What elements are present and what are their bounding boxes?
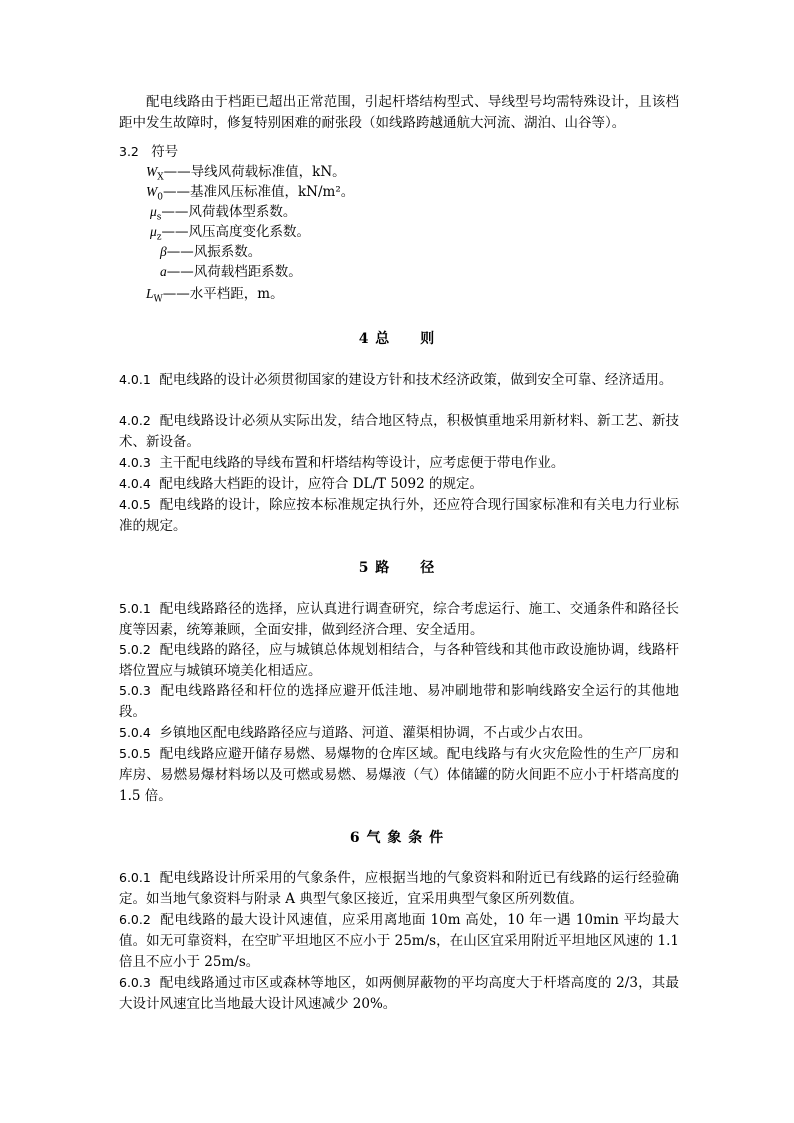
section-4-heading: 4 总 则 [358,331,436,347]
symbol-definition: ——风压高度变化系数。 [161,224,311,240]
clause-4-0-1 [119,369,679,391]
clause-text: 配电线路大档距的设计，应符合 DL/T 5092 的规定。 [159,476,483,492]
clause-text: 配电线路设计所采用的气象条件，应根据当地的气象资料和附近已有线路的运行经验确定。如当地气象资料与附录 A 典型气象区接近，宜采用典型气象区所列数值。 [119,870,679,907]
section-5-heading: 5 路 径 [358,560,436,576]
clause-number: 6.0.2 [119,912,151,927]
clause-number: 5.0.4 [119,725,151,740]
clause-text: 配电线路的最大设计风速值，应采用离地面 10m 高处，10 年一遇 10min 平均最大值。如无可靠资料，在空旷平坦地区不应小于 25m/s，在山区宜采用附近平坦地区风速的 1.1 倍且不应小于 25m/s。 [119,912,679,970]
symbol: W [146,164,158,179]
symbol-definition: ——风荷载档距系数。 [166,264,302,280]
symbol-definition: ——水平档距，m。 [162,286,284,302]
symbol-subscript: W [153,294,163,305]
clause-text: 主干配电线路的导线布置和杆塔结构等设计，应考虑便于带电作业。 [159,455,565,471]
clause-text: 配电线路设计必须从实际出发，结合地区特点，积极慎重地采用新材料、新工艺、新技术、新设备。 [119,413,679,450]
clause-text: 配电线路路径和杆位的选择应避开低洼地、易冲刷地带和影响线路安全运行的其他地段。 [119,683,679,720]
symbol: L [146,286,154,301]
symbol-subscript: X [157,172,164,183]
clause-number: 4.0.1 [119,372,151,387]
clause-4-0-4 [119,473,679,495]
clause-text: 配电线路路径的选择，应认真进行调查研究，综合考虑运行、施工、交通条件和路径长度等因素，统筹兼顾，全面安排，做到经济合理、安全适用。 [119,601,679,638]
intro-paragraph: 配电线路由于档距已超出正常范围，引起杆塔结构型式、导线型号均需特殊设计，且该档距中发生故障时，修复特别困难的耐张段（如线路跨越通航大河流、湖泊、山谷等）。 [119,94,679,131]
clause-5-0-5 [119,743,679,807]
symbol-definition: ——基准风压标准值，kN/m²。 [162,184,355,200]
clause-number: 6.0.3 [119,975,151,990]
clause-number: 4.0.5 [119,497,151,512]
clause-number: 5.0.5 [119,746,151,761]
clause-number: 6.0.1 [119,870,151,885]
clause-number: 4.0.3 [119,455,151,470]
clause-6-0-1 [119,867,679,910]
clause-6-0-3 [119,972,679,1015]
clause-number: 4.0.4 [119,476,151,491]
symbol: μ [150,224,157,239]
symbol-subscript: z [156,232,162,243]
clause-4-0-2 [119,410,679,453]
section-title: 符号 [151,144,179,160]
clause-text: 配电线路的设计，除应按本标准规定执行外，还应符合现行国家标准和有关电力行业标准的规定。 [119,497,679,534]
clause-text: 配电线路的设计必须贯彻国家的建设方针和技术经济政策，做到安全可靠、经济适用。 [159,372,673,388]
clause-number: 5.0.2 [119,642,151,657]
clause-number: 5.0.3 [119,683,151,698]
clause-text: 配电线路的路径，应与城镇总体规划相结合，与各种管线和其他市政设施协调，线路杆塔位置应与城镇环境美化相适应。 [119,642,679,679]
clause-6-0-2 [119,909,679,973]
symbol-subscript: s [156,212,162,223]
clause-text: 配电线路通过市区或森林等地区，如两侧屏蔽物的平均高度大于杆塔高度的 2/3，其最大设计风速宜比当地最大设计风速减少 20%。 [119,975,679,1012]
clause-number: 5.0.1 [119,601,151,616]
symbol-definition: ——导线风荷载标准值，kN。 [163,164,346,180]
clause-text: 配电线路应避开储存易燃、易爆物的仓库区域。配电线路与有火灾危险性的生产厂房和库房、易燃易爆材料场以及可燃或易燃、易爆液（气）体储罐的防火间距不应小于杆塔高度的 1.5 倍。 [119,746,679,804]
symbol: W [146,184,158,199]
symbol-row [146,284,284,310]
clause-5-0-1 [119,598,679,641]
symbol-subscript: 0 [157,192,163,203]
symbol-row [160,262,302,282]
clause-5-0-2 [119,639,679,682]
clause-4-0-3 [119,452,679,474]
symbol-definition: ——风荷载体型系数。 [161,204,297,220]
clause-number: 4.0.2 [119,413,151,428]
symbol-row [160,242,261,262]
symbol-definition: ——风振系数。 [166,244,262,260]
section-number: 3.2 [119,144,139,159]
section-3-2-heading [119,142,679,162]
symbol: a [160,264,167,279]
clause-4-0-5 [119,494,679,537]
clause-5-0-3 [119,680,679,723]
clause-5-0-4 [119,722,679,744]
symbol: β [160,244,167,259]
section-6-heading: 6 气 象 条 件 [349,830,445,846]
symbol: μ [150,204,157,219]
clause-text: 乡镇地区配电线路路径应与道路、河道、灌渠相协调，不占或少占农田。 [159,725,592,741]
